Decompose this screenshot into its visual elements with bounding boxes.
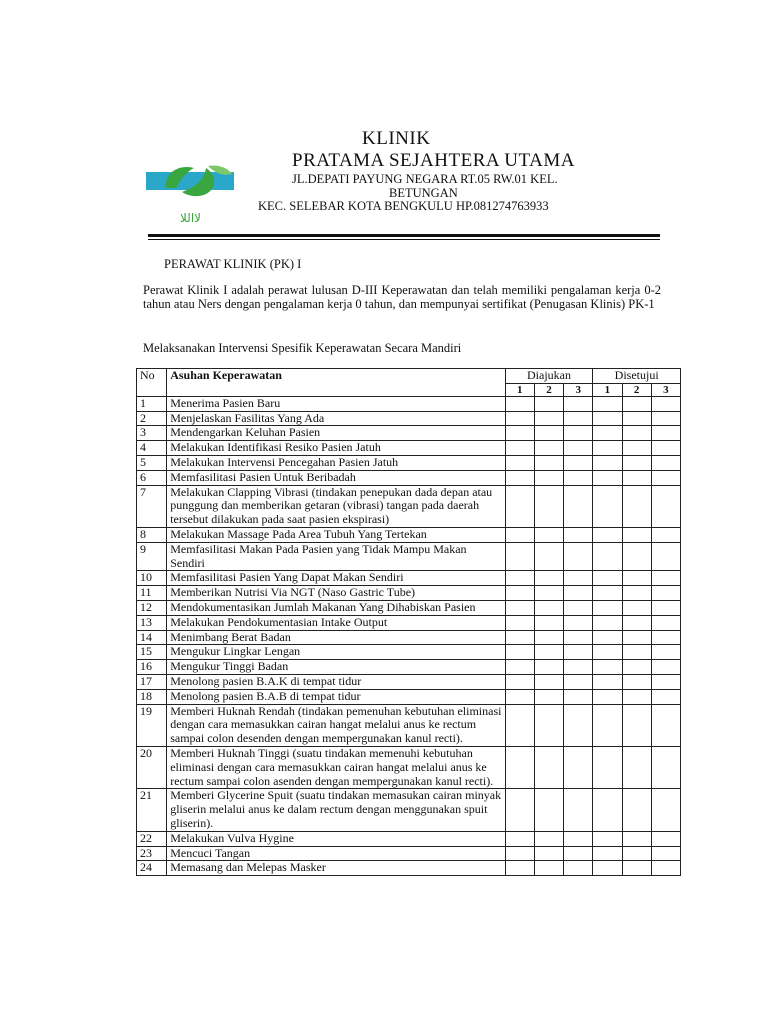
sub-col: 1 [505, 383, 534, 396]
header-disetujui: Disetujui [593, 369, 681, 384]
diajukan-check-cell[interactable] [505, 527, 534, 542]
row-task: Menjelaskan Fasilitas Yang Ada [167, 411, 505, 426]
disetujui-check-cell[interactable] [622, 396, 651, 411]
disetujui-check-cell[interactable] [593, 846, 622, 861]
diajukan-check-cell[interactable] [564, 789, 593, 831]
description-paragraph: Perawat Klinik I adalah perawat lulusan D-III Keperawatan dan telah memiliki pengalaman kerja 0-2 tahun atau Ners dengan pengalaman kerja 0 tahun, dan mempunyai sertifikat (Penugasan Klinis) PK-1 [143, 283, 661, 312]
row-number: 16 [137, 660, 167, 675]
diajukan-check-cell[interactable] [505, 645, 534, 660]
table-row [137, 571, 681, 586]
table-row [137, 861, 681, 876]
disetujui-check-cell[interactable] [651, 470, 680, 485]
table-row [137, 426, 681, 441]
disetujui-check-cell[interactable] [651, 674, 680, 689]
clinic-logo [146, 158, 234, 228]
diajukan-check-cell[interactable] [564, 586, 593, 601]
row-task: Menerima Pasien Baru [167, 396, 505, 411]
diajukan-check-cell[interactable] [534, 831, 563, 846]
disetujui-check-cell[interactable] [651, 586, 680, 601]
diajukan-check-cell[interactable] [505, 846, 534, 861]
disetujui-check-cell[interactable] [593, 586, 622, 601]
disetujui-check-cell[interactable] [593, 485, 622, 527]
disetujui-check-cell[interactable] [622, 846, 651, 861]
disetujui-check-cell[interactable] [651, 689, 680, 704]
disetujui-check-cell[interactable] [651, 571, 680, 586]
disetujui-check-cell[interactable] [651, 600, 680, 615]
row-number: 18 [137, 689, 167, 704]
disetujui-check-cell[interactable] [651, 660, 680, 675]
diajukan-check-cell[interactable] [564, 600, 593, 615]
table-row [137, 542, 681, 571]
header-no: No [137, 369, 167, 397]
diajukan-check-cell[interactable] [534, 470, 563, 485]
sub-col: 3 [651, 383, 680, 396]
disetujui-check-cell[interactable] [622, 586, 651, 601]
row-number: 2 [137, 411, 167, 426]
row-task: Mengukur Tinggi Badan [167, 660, 505, 675]
diajukan-check-cell[interactable] [534, 542, 563, 571]
table-row [137, 660, 681, 675]
table-row [137, 846, 681, 861]
disetujui-check-cell[interactable] [651, 831, 680, 846]
nursing-task-table [136, 368, 681, 876]
section-title: PERAWAT KLINIK (PK) I [164, 257, 302, 271]
row-task: Melakukan Pendokumentasian Intake Output [167, 615, 505, 630]
diajukan-check-cell[interactable] [505, 704, 534, 746]
table-row [137, 704, 681, 746]
table-row [137, 615, 681, 630]
diajukan-check-cell[interactable] [505, 470, 534, 485]
row-number: 19 [137, 704, 167, 746]
diajukan-check-cell[interactable] [534, 846, 563, 861]
diajukan-check-cell[interactable] [564, 660, 593, 675]
table-row [137, 674, 681, 689]
diajukan-check-cell[interactable] [505, 411, 534, 426]
disetujui-check-cell[interactable] [593, 396, 622, 411]
disetujui-check-cell[interactable] [622, 861, 651, 876]
diajukan-check-cell[interactable] [564, 861, 593, 876]
disetujui-check-cell[interactable] [593, 455, 622, 470]
disetujui-check-cell[interactable] [622, 470, 651, 485]
sub-col: 1 [593, 383, 622, 396]
sub-col: 3 [564, 383, 593, 396]
diajukan-check-cell[interactable] [505, 571, 534, 586]
diajukan-check-cell[interactable] [505, 485, 534, 527]
disetujui-check-cell[interactable] [622, 542, 651, 571]
row-number: 21 [137, 789, 167, 831]
row-task: Melakukan Identifikasi Resiko Pasien Jatuh [167, 441, 505, 456]
table-row [137, 396, 681, 411]
table-row [137, 789, 681, 831]
disetujui-check-cell[interactable] [593, 571, 622, 586]
disetujui-check-cell[interactable] [622, 689, 651, 704]
disetujui-check-cell[interactable] [593, 746, 622, 788]
sub-col: 2 [622, 383, 651, 396]
diajukan-check-cell[interactable] [564, 542, 593, 571]
diajukan-check-cell[interactable] [564, 396, 593, 411]
disetujui-check-cell[interactable] [622, 645, 651, 660]
disetujui-check-cell[interactable] [651, 861, 680, 876]
disetujui-check-cell[interactable] [593, 630, 622, 645]
row-task: Melakukan Vulva Hygine [167, 831, 505, 846]
disetujui-check-cell[interactable] [622, 831, 651, 846]
diajukan-check-cell[interactable] [534, 615, 563, 630]
diajukan-check-cell[interactable] [505, 660, 534, 675]
disetujui-check-cell[interactable] [622, 455, 651, 470]
diajukan-check-cell[interactable] [534, 441, 563, 456]
clinic-title-line2: PRATAMA SEJAHTERA UTAMA [292, 150, 575, 171]
row-task: Memberikan Nutrisi Via NGT (Naso Gastric Tube) [167, 586, 505, 601]
address-line3: KEC. SELEBAR KOTA BENGKULU HP.081274763933 [258, 199, 549, 213]
header-divider [148, 234, 660, 237]
row-task: Mendengarkan Keluhan Pasien [167, 426, 505, 441]
table-row [137, 485, 681, 527]
row-task: Menolong pasien B.A.K di tempat tidur [167, 674, 505, 689]
row-number: 17 [137, 674, 167, 689]
diajukan-check-cell[interactable] [534, 660, 563, 675]
table-body [137, 396, 681, 875]
row-task: Mengukur Lingkar Lengan [167, 645, 505, 660]
row-number: 10 [137, 571, 167, 586]
diajukan-check-cell[interactable] [505, 615, 534, 630]
disetujui-check-cell[interactable] [651, 396, 680, 411]
diajukan-check-cell[interactable] [534, 645, 563, 660]
row-number: 6 [137, 470, 167, 485]
row-number: 24 [137, 861, 167, 876]
header-divider-thin [148, 239, 660, 240]
clinic-title-line1: KLINIK [362, 128, 431, 149]
table-row [137, 455, 681, 470]
diajukan-check-cell[interactable] [534, 630, 563, 645]
table-row [137, 586, 681, 601]
disetujui-check-cell[interactable] [593, 527, 622, 542]
diajukan-check-cell[interactable] [564, 645, 593, 660]
disetujui-check-cell[interactable] [622, 630, 651, 645]
disetujui-check-cell[interactable] [593, 645, 622, 660]
diajukan-check-cell[interactable] [534, 485, 563, 527]
diajukan-check-cell[interactable] [505, 586, 534, 601]
disetujui-check-cell[interactable] [651, 527, 680, 542]
diajukan-check-cell[interactable] [534, 704, 563, 746]
disetujui-check-cell[interactable] [593, 600, 622, 615]
diajukan-check-cell[interactable] [564, 689, 593, 704]
row-number: 7 [137, 485, 167, 527]
disetujui-check-cell[interactable] [593, 441, 622, 456]
disetujui-check-cell[interactable] [622, 660, 651, 675]
diajukan-check-cell[interactable] [534, 455, 563, 470]
diajukan-check-cell[interactable] [505, 831, 534, 846]
disetujui-check-cell[interactable] [622, 571, 651, 586]
disetujui-check-cell[interactable] [593, 660, 622, 675]
table-row [137, 831, 681, 846]
row-number: 11 [137, 586, 167, 601]
row-number: 14 [137, 630, 167, 645]
row-task: Memfasilitasi Pasien Yang Dapat Makan Sendiri [167, 571, 505, 586]
disetujui-check-cell[interactable] [593, 861, 622, 876]
disetujui-check-cell[interactable] [622, 441, 651, 456]
row-number: 5 [137, 455, 167, 470]
address-line1: JL.DEPATI PAYUNG NEGARA RT.05 RW.01 KEL. [292, 172, 558, 186]
disetujui-check-cell[interactable] [593, 542, 622, 571]
diajukan-check-cell[interactable] [534, 586, 563, 601]
diajukan-check-cell[interactable] [534, 411, 563, 426]
diajukan-check-cell[interactable] [505, 789, 534, 831]
disetujui-check-cell[interactable] [651, 455, 680, 470]
diajukan-check-cell[interactable] [505, 861, 534, 876]
disetujui-check-cell[interactable] [593, 789, 622, 831]
diajukan-check-cell[interactable] [534, 689, 563, 704]
disetujui-check-cell[interactable] [651, 704, 680, 746]
diajukan-check-cell[interactable] [564, 831, 593, 846]
diajukan-check-cell[interactable] [564, 674, 593, 689]
disetujui-check-cell[interactable] [593, 704, 622, 746]
diajukan-check-cell[interactable] [564, 571, 593, 586]
disetujui-check-cell[interactable] [593, 615, 622, 630]
row-number: 13 [137, 615, 167, 630]
row-task: Memberi Glycerine Spuit (suatu tindakan memasukan cairan minyak gliserin melalui anus ke dalam rectum dengan menggunakan spuit gliserin). [167, 789, 505, 831]
diajukan-check-cell[interactable] [505, 542, 534, 571]
row-task: Memfasilitasi Makan Pada Pasien yang Tidak Mampu Makan Sendiri [167, 542, 505, 571]
diajukan-check-cell[interactable] [564, 746, 593, 788]
table-row [137, 411, 681, 426]
disetujui-check-cell[interactable] [622, 704, 651, 746]
row-number: 3 [137, 426, 167, 441]
row-task: Memberi Huknah Tinggi (suatu tindakan memenuhi kebutuhan eliminasi dengan cara memasukkan cairan hangat melalui anus ke rectum sampai colon asenden dengan mempergunakan kanul recti). [167, 746, 505, 788]
row-number: 4 [137, 441, 167, 456]
diajukan-check-cell[interactable] [534, 861, 563, 876]
diajukan-check-cell[interactable] [534, 527, 563, 542]
disetujui-check-cell[interactable] [651, 426, 680, 441]
diajukan-check-cell[interactable] [564, 704, 593, 746]
table-row [137, 600, 681, 615]
diajukan-check-cell[interactable] [564, 441, 593, 456]
disetujui-check-cell[interactable] [622, 615, 651, 630]
diajukan-check-cell[interactable] [505, 689, 534, 704]
disetujui-check-cell[interactable] [622, 411, 651, 426]
table-row [137, 527, 681, 542]
table-row [137, 630, 681, 645]
address-line2: BETUNGAN [389, 186, 458, 200]
disetujui-check-cell[interactable] [622, 485, 651, 527]
sub-col: 2 [534, 383, 563, 396]
row-number: 20 [137, 746, 167, 788]
table-row [137, 746, 681, 788]
diajukan-check-cell[interactable] [534, 396, 563, 411]
table-row [137, 470, 681, 485]
diajukan-check-cell[interactable] [505, 426, 534, 441]
diajukan-check-cell[interactable] [534, 746, 563, 788]
disetujui-check-cell[interactable] [622, 600, 651, 615]
diajukan-check-cell[interactable] [505, 746, 534, 788]
diajukan-check-cell[interactable] [564, 485, 593, 527]
row-task: Mencuci Tangan [167, 846, 505, 861]
disetujui-check-cell[interactable] [593, 426, 622, 441]
disetujui-check-cell[interactable] [622, 527, 651, 542]
diajukan-check-cell[interactable] [564, 846, 593, 861]
diajukan-check-cell[interactable] [564, 411, 593, 426]
logo-caption: لااللا [180, 211, 201, 225]
diajukan-check-cell[interactable] [505, 630, 534, 645]
disetujui-check-cell[interactable] [593, 689, 622, 704]
row-task: Melakukan Massage Pada Area Tubuh Yang Tertekan [167, 527, 505, 542]
row-number: 22 [137, 831, 167, 846]
disetujui-check-cell[interactable] [651, 441, 680, 456]
diajukan-check-cell[interactable] [534, 426, 563, 441]
row-number: 23 [137, 846, 167, 861]
row-task: Melakukan Clapping Vibrasi (tindakan penepukan dada depan atau punggung dan memberikan getaran (vibrasi) tangan pada daerah tersebut dilakukan pada saat pasien ekspirasi) [167, 485, 505, 527]
disetujui-check-cell[interactable] [651, 846, 680, 861]
row-number: 15 [137, 645, 167, 660]
row-number: 1 [137, 396, 167, 411]
header-diajukan: Diajukan [505, 369, 593, 384]
diajukan-check-cell[interactable] [534, 600, 563, 615]
disetujui-check-cell[interactable] [593, 411, 622, 426]
table-row [137, 645, 681, 660]
disetujui-check-cell[interactable] [651, 789, 680, 831]
row-task: Melakukan Intervensi Pencegahan Pasien Jatuh [167, 455, 505, 470]
disetujui-check-cell[interactable] [622, 426, 651, 441]
header-task: Asuhan Keperawatan [167, 369, 505, 397]
disetujui-check-cell[interactable] [622, 789, 651, 831]
disetujui-check-cell[interactable] [651, 645, 680, 660]
disetujui-check-cell[interactable] [651, 615, 680, 630]
diajukan-check-cell[interactable] [564, 470, 593, 485]
diajukan-check-cell[interactable] [564, 455, 593, 470]
diajukan-check-cell[interactable] [505, 441, 534, 456]
disetujui-check-cell[interactable] [651, 630, 680, 645]
disetujui-check-cell[interactable] [593, 674, 622, 689]
disetujui-check-cell[interactable] [622, 674, 651, 689]
row-task: Memasang dan Melepas Masker [167, 861, 505, 876]
intro-text: Melaksanakan Intervensi Spesifik Keperawatan Secara Mandiri [143, 341, 462, 355]
diajukan-check-cell[interactable] [564, 527, 593, 542]
row-task: Memfasilitasi Pasien Untuk Beribadah [167, 470, 505, 485]
disetujui-check-cell[interactable] [651, 485, 680, 527]
diajukan-check-cell[interactable] [505, 600, 534, 615]
diajukan-check-cell[interactable] [534, 789, 563, 831]
diajukan-check-cell[interactable] [505, 396, 534, 411]
disetujui-check-cell[interactable] [651, 411, 680, 426]
diajukan-check-cell[interactable] [505, 455, 534, 470]
row-number: 8 [137, 527, 167, 542]
row-number: 9 [137, 542, 167, 571]
disetujui-check-cell[interactable] [651, 746, 680, 788]
row-task: Menimbang Berat Badan [167, 630, 505, 645]
diajukan-check-cell[interactable] [505, 674, 534, 689]
diajukan-check-cell[interactable] [534, 571, 563, 586]
diajukan-check-cell[interactable] [534, 674, 563, 689]
row-task: Mendokumentasikan Jumlah Makanan Yang Dihabiskan Pasien [167, 600, 505, 615]
row-task: Menolong pasien B.A.B di tempat tidur [167, 689, 505, 704]
row-number: 12 [137, 600, 167, 615]
table-row [137, 689, 681, 704]
disetujui-check-cell[interactable] [593, 470, 622, 485]
diajukan-check-cell[interactable] [564, 630, 593, 645]
disetujui-check-cell[interactable] [622, 746, 651, 788]
diajukan-check-cell[interactable] [564, 615, 593, 630]
disetujui-check-cell[interactable] [651, 542, 680, 571]
diajukan-check-cell[interactable] [564, 426, 593, 441]
row-task: Memberi Huknah Rendah (tindakan pemenuhan kebutuhan eliminasi dengan cara memasukkan cairan hangat melalui anus ke rectum sampai colon desenden dengan mempergunakan kanul recti). [167, 704, 505, 746]
table-row [137, 441, 681, 456]
disetujui-check-cell[interactable] [593, 831, 622, 846]
